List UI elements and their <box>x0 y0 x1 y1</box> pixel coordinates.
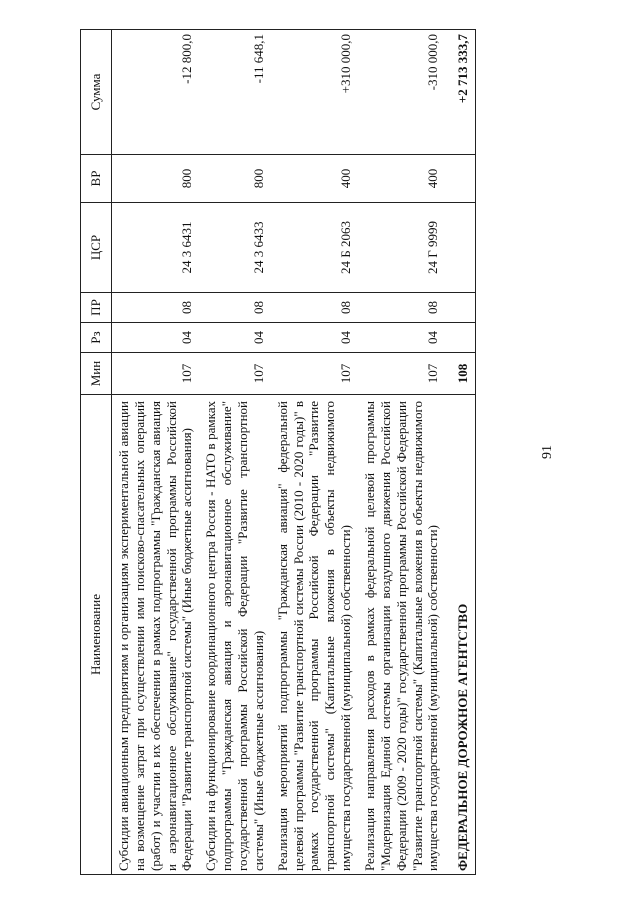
row-sum: +310 000,0 <box>271 30 358 155</box>
page-number: 91 <box>540 445 555 459</box>
row-vr: 400 <box>358 155 445 203</box>
row-pr: 08 <box>199 293 270 323</box>
header-min: Мин <box>81 353 112 395</box>
header-sum: Сумма <box>81 30 112 155</box>
total-sum: +2 713 333,7 <box>445 30 475 155</box>
row-name: Субсидии авиационным предприятиям и организациям экспериментальной авиации на возмещение затрат при осуществлении ими поисково-спасательных операций (работ) и участии в их обеспечении в рамках подпрограммы "Гражданская авиация и аэронавигационное обслуживание" государственной программы Российской Федерации "Развитие транспортной системы" (Иные бюджетные ассигнования) <box>112 395 200 875</box>
table-row <box>358 30 445 875</box>
row-vr: 400 <box>271 155 358 203</box>
row-name: Реализация мероприятий подпрограммы "Гражданская авиация" федеральной целевой программы "Развитие транспортной системы России (2010 - 2020 годы)" в рамках государственной программы Российской Федерации "Развитие транспортной системы" (Капитальные вложения в объекты недвижимого имущества государственной (муниципальной) собственности) <box>271 395 358 875</box>
row-pr: 08 <box>358 293 445 323</box>
total-pr <box>445 293 475 323</box>
header-vr: ВР <box>81 155 112 203</box>
row-min: 107 <box>358 353 445 395</box>
row-rz: 04 <box>112 323 200 353</box>
row-vr: 800 <box>112 155 200 203</box>
table-row <box>199 30 270 875</box>
header-rz: Рз <box>81 323 112 353</box>
total-vr <box>445 155 475 203</box>
row-csr: 24 3 6433 <box>199 203 270 293</box>
row-pr: 08 <box>271 293 358 323</box>
row-name: Реализация направления расходов в рамках федеральной целевой программы "Модернизация Единой системы организации воздушного движения Российской Федерации (2009 - 2020 годы)" государственной программы Российской Федерации "Развитие транспортной системы" (Капитальные вложения в объекты недвижимого имущества государственной (муниципальной) собственности) <box>358 395 445 875</box>
row-rz: 04 <box>271 323 358 353</box>
row-vr: 800 <box>199 155 270 203</box>
total-min: 108 <box>445 353 475 395</box>
total-csr <box>445 203 475 293</box>
header-name: Наименование <box>81 395 112 875</box>
total-rz <box>445 323 475 353</box>
budget-table-rotated <box>80 30 600 875</box>
table-row-total <box>445 30 475 875</box>
total-name: ФЕДЕРАЛЬНОЕ ДОРОЖНОЕ АГЕНТСТВО <box>445 395 475 875</box>
row-csr: 24 3 6431 <box>112 203 200 293</box>
header-csr: ЦСР <box>81 203 112 293</box>
row-csr: 24 Г 9999 <box>358 203 445 293</box>
row-sum: -310 000,0 <box>358 30 445 155</box>
row-rz: 04 <box>358 323 445 353</box>
row-pr: 08 <box>112 293 200 323</box>
budget-table <box>80 29 476 875</box>
row-csr: 24 Б 2063 <box>271 203 358 293</box>
row-min: 107 <box>112 353 200 395</box>
row-name: Субсидии на функционирование координационного центра Россия - НАТО в рамках подпрограммы "Гражданская авиация и аэронавигационное обслуживание" государственной программы Российской Федерации "Развитие транспортной системы" (Иные бюджетные ассигнования) <box>199 395 270 875</box>
row-sum: -12 800,0 <box>112 30 200 155</box>
row-rz: 04 <box>199 323 270 353</box>
table-header-row <box>81 30 112 875</box>
table-row <box>112 30 200 875</box>
header-pr: ПР <box>81 293 112 323</box>
row-min: 107 <box>271 353 358 395</box>
row-sum: -11 648,1 <box>199 30 270 155</box>
table-row <box>271 30 358 875</box>
row-min: 107 <box>199 353 270 395</box>
